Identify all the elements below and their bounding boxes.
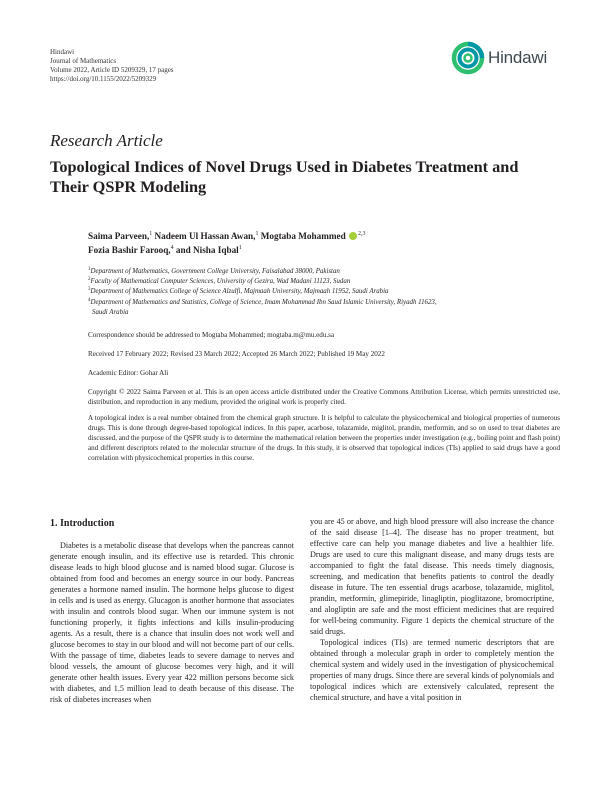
affiliation-item: $^3$Department of Mathematics College of Science Alzulfi, Majmaah University, Majmaah 11952, Saudi Arabia <box>88 287 389 296</box>
academic-editor: Academic Editor: Gohar Ali <box>88 369 169 377</box>
paragraph: Topological indices (TIs) are termed numeric descriptors that are obtained through a molecular graph in order to completely mention the chemical system and widely used in the investigation of physicochemical properties of many drugs. Since there are several kinds of polynomials and topological indices which are extensively calculated, represent the chemical structure, and have a vital position in <box>310 638 554 702</box>
copyright-notice: Copyright © 2022 Saima Parveen et al. This is an open access article distributed under the Creative Commons Attribution License, which permits unrestricted use, distribution, and reproduction in any medium, provided the original work is properly cited. <box>88 388 560 406</box>
doi-link[interactable]: https://doi.org/10.1155/2022/5209329 <box>50 75 157 83</box>
author-name[interactable]: Saima Parveen, <box>88 231 150 241</box>
author-affil-sup: 4 <box>170 245 174 251</box>
correspondence: Correspondence should be addressed to Mogtaba Mohammed; mogtaba.m@mu.edu.sa <box>88 331 335 339</box>
affiliation-item: $^4$Department of Mathematics and Statistics, College of Science, Imam Mohammad Ibn Saud Islamic University, Riyadh 11623, <box>88 297 437 306</box>
paragraph: you are 45 or above, and high blood pressure will also increase the chance of the said disease [1–4]. The disease has no proper treatment, but effective care can help you manage diabetes and live a healthier life. Drugs are used to cure this malignant disease, and many drugs tests are accompanied to fight the fatal disease. This needs timely diagnosis, screening, and medication that benefits patients to control the deadly disease in future. The ten essential drugs acarbose, tolazamide, miglitol, prandin, metformin, glimepiride, linagliptin, pioglitazone, bromocriptine, and alogliptin are safe and the most efficient medicines that are required for well-being community. Figure 1 depicts the chemical structure of the said drugs. <box>310 517 554 636</box>
author-affil-sup: 2,3 <box>358 231 366 237</box>
logo-wordmark: Hindawi <box>488 48 548 67</box>
author-affil-sup: 1 <box>255 231 259 237</box>
author-affil-sup: 1 <box>149 231 153 237</box>
article-title: Topological Indices of Novel Drugs Used in Diabetes Treatment and Their QSPR Modeling <box>50 157 519 196</box>
author-list <box>88 229 558 257</box>
affiliation-item: $^2$Faculty of Mathematical Computer Sciences, University of Gezira, Wad Madani 11123, Sudan <box>88 277 351 286</box>
author-affil-sup: 1 <box>238 245 242 251</box>
article-type: Research Article <box>50 131 163 150</box>
body-column-left <box>50 540 294 705</box>
section-heading: 1. Introduction <box>50 518 115 529</box>
affiliation-item: $^1$Department of Mathematics, Government College University, Faisalabad 38000, Pakistan <box>88 267 340 275</box>
affiliation-list <box>88 267 563 318</box>
volume-info: Volume 2022, Article ID 5209329, 17 pages <box>50 66 174 74</box>
hindawi-logo[interactable] <box>451 40 561 76</box>
author-name[interactable]: and Nisha Iqbal <box>175 245 239 255</box>
author-name[interactable]: Fozia Bashir Farooq, <box>88 245 171 255</box>
affiliation-continuation: Saudi Arabia <box>92 308 129 316</box>
publication-dates: Received 17 February 2022; Revised 23 March 2022; Accepted 26 March 2022; Published 19 May 2022 <box>88 350 385 358</box>
journal-name: Journal of Mathematics <box>50 57 117 65</box>
body-column-right <box>310 516 554 703</box>
author-name[interactable]: Nadeem Ul Hassan Awan, <box>154 231 256 241</box>
publisher-name: Hindawi <box>50 48 75 56</box>
journal-meta <box>50 48 174 84</box>
paragraph: Diabetes is a metabolic disease that develops when the pancreas cannot generate enough insulin, and its effective use is retarded. This chronic disease leads to high blood glucose and is named blood sugar. Glucose is obtained from food and becomes an energy source in our body. Pancreas generates a hormone named insulin. The hormone helps glucose to digest in cells and is used as energy. Glucagon is another hormone that associates with insulin and controls blood sugar. When our immune system is not functioning properly, it fights infections and kills insulin-producing agents. As a result, there is a chance that insulin does not work well and glucose becomes to stay in our blood and will not become part of our cells. With the passage of time, diabetes leads to severe damage to nerves and blood vessels, the amount of glucose becomes very high, and it will generate other health issues. Every year 422 million persons become sick with diabetes, and 1.5 million lead to death because of this disease. The risk of diabetes increases when <box>50 541 294 704</box>
author-name[interactable]: Mogtaba Mohammed <box>260 231 346 241</box>
hindawi-rings-logo-icon <box>451 41 485 75</box>
abstract: A topological index is a real number obtained from the chemical graph structure. It is helpful to calculate the physicochemical and biological properties of numerous drugs. This is done through degree-based topological indices. In this paper, acarbose, tolazamide, miglitol, prandin, metformin, and so on used to treat diabetes are discussed, and the purpose of the QSPR study is to determine the mathematical relation between the properties under investigation (e.g., boiling point and flash point) and different descriptors related to the molecular structure of the drugs. In this study, it is observed that topological indices (TIs) applied to said drugs have a good correlation with physicochemical properties in this course. <box>88 414 560 462</box>
orcid-icon[interactable] <box>349 232 357 240</box>
